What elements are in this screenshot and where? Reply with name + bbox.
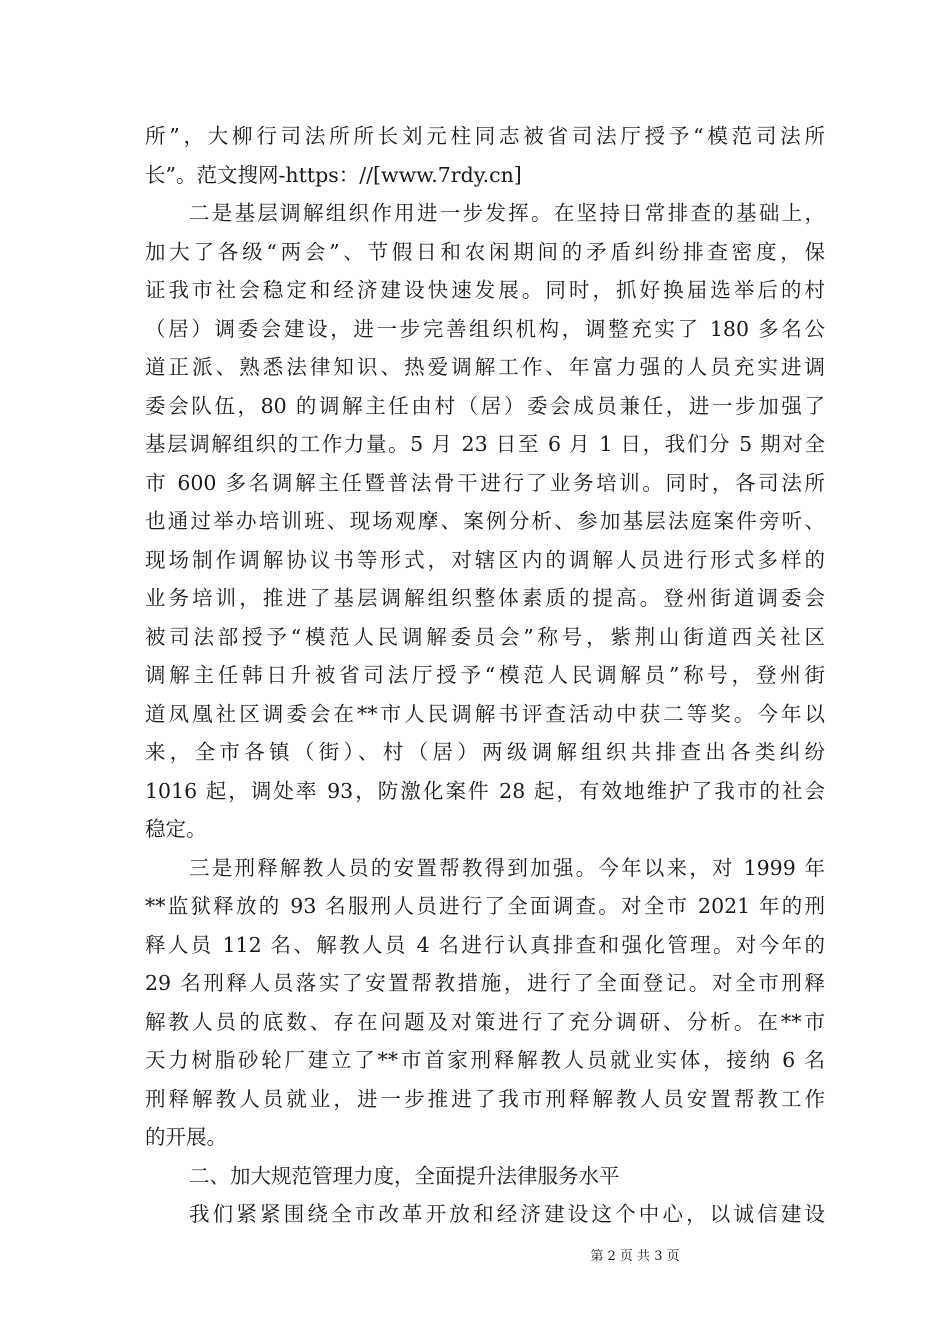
text-line: 29 名刑释人员落实了安置帮教措施，进行了全面登记。对全市刑释 [145,971,825,995]
text-line: 加大了各级“两会”、节假日和农闲期间的矛盾纠纷排查密度，保 [145,239,825,264]
text-line: 长”。范文搜网-https：//[www.7rdy.cn] [145,162,522,187]
text-line: 的开展。 [145,1125,227,1149]
text-line: 解教人员的底数、存在问题及对策进行了充分调研、分析。在**市 [145,1009,825,1034]
text-line: 我们紧紧围绕全市改革开放和经济建设这个中心，以诚信建设 [189,1202,825,1226]
text-line: 1016 起，调处率 93，防激化案件 28 起，有效地维护了我市的社会 [145,778,825,803]
text-line: 基层调解组织的工作力量。5 月 23 日至 6 月 1 日，我们分 5 期对全 [145,432,825,456]
text-line: 天力树脂砂轮厂建立了**市首家刑释解教人员就业实体，接纳 6 名 [145,1048,825,1072]
text-line: 道正派、熟悉法律知识、热爱调解工作、年富力强的人员充实进调 [145,355,825,379]
text-line: 调解主任韩日升被省司法厅授予“模范人民调解员”称号，登州街 [145,663,825,687]
document-body [145,117,825,1234]
text-line: 委会队伍，80 的调解主任由村（居）委会成员兼任，进一步加强了 [145,393,825,418]
text-line: 市 600 多名调解主任暨普法骨干进行了业务培训。同时，各司法所 [145,470,825,495]
text-line: 现场制作调解协议书等形式，对辖区内的调解人员进行形式多样的 [145,547,825,572]
text-line: 证我市社会稳定和经济建设快速发展。同时，抓好换届选举后的村 [145,278,825,302]
text-line: （居）调委会建设，进一步完善组织机构，调整充实了 180 多名公 [145,316,825,341]
text-line: 业务培训，推进了基层调解组织整体素质的提高。登州街道调委会 [145,586,825,610]
text-line: **监狱释放的 93 名服刑人员进行了全面调查。对全市 2021 年的刑 [145,894,825,918]
text-line: 被司法部授予“模范人民调解委员会”称号，紫荆山街道西关社区 [145,624,825,649]
text-line: 道凤凰社区调委会在**市人民调解书评查活动中获二等奖。今年以 [145,701,825,726]
text-line: 来，全市各镇（街）、村（居）两级调解组织共排查出各类纠纷 [145,740,825,764]
text-line: 稳定。 [145,817,207,841]
text-line: 刑释解教人员就业，进一步推进了我市刑释解教人员安置帮教工作 [145,1086,825,1111]
text-line: 二是基层调解组织作用进一步发挥。在坚持日常排查的基础上， [189,201,825,225]
text-line: 三是刑释解教人员的安置帮教得到加强。今年以来，对 1999 年 [189,855,825,880]
text-line: 二、加大规范管理力度，全面提升法律服务水平 [189,1163,620,1188]
text-line: 所”，大柳行司法所所长刘元柱同志被省司法厅授予“模范司法所 [145,124,825,148]
page-footer: 第 2 页 共 3 页 [590,1249,680,1264]
text-line: 也通过举办培训班、现场观摩、案例分析、参加基层法庭案件旁听、 [145,509,825,533]
text-line: 释人员 112 名、解教人员 4 名进行认真排查和强化管理。对今年的 [145,932,825,957]
